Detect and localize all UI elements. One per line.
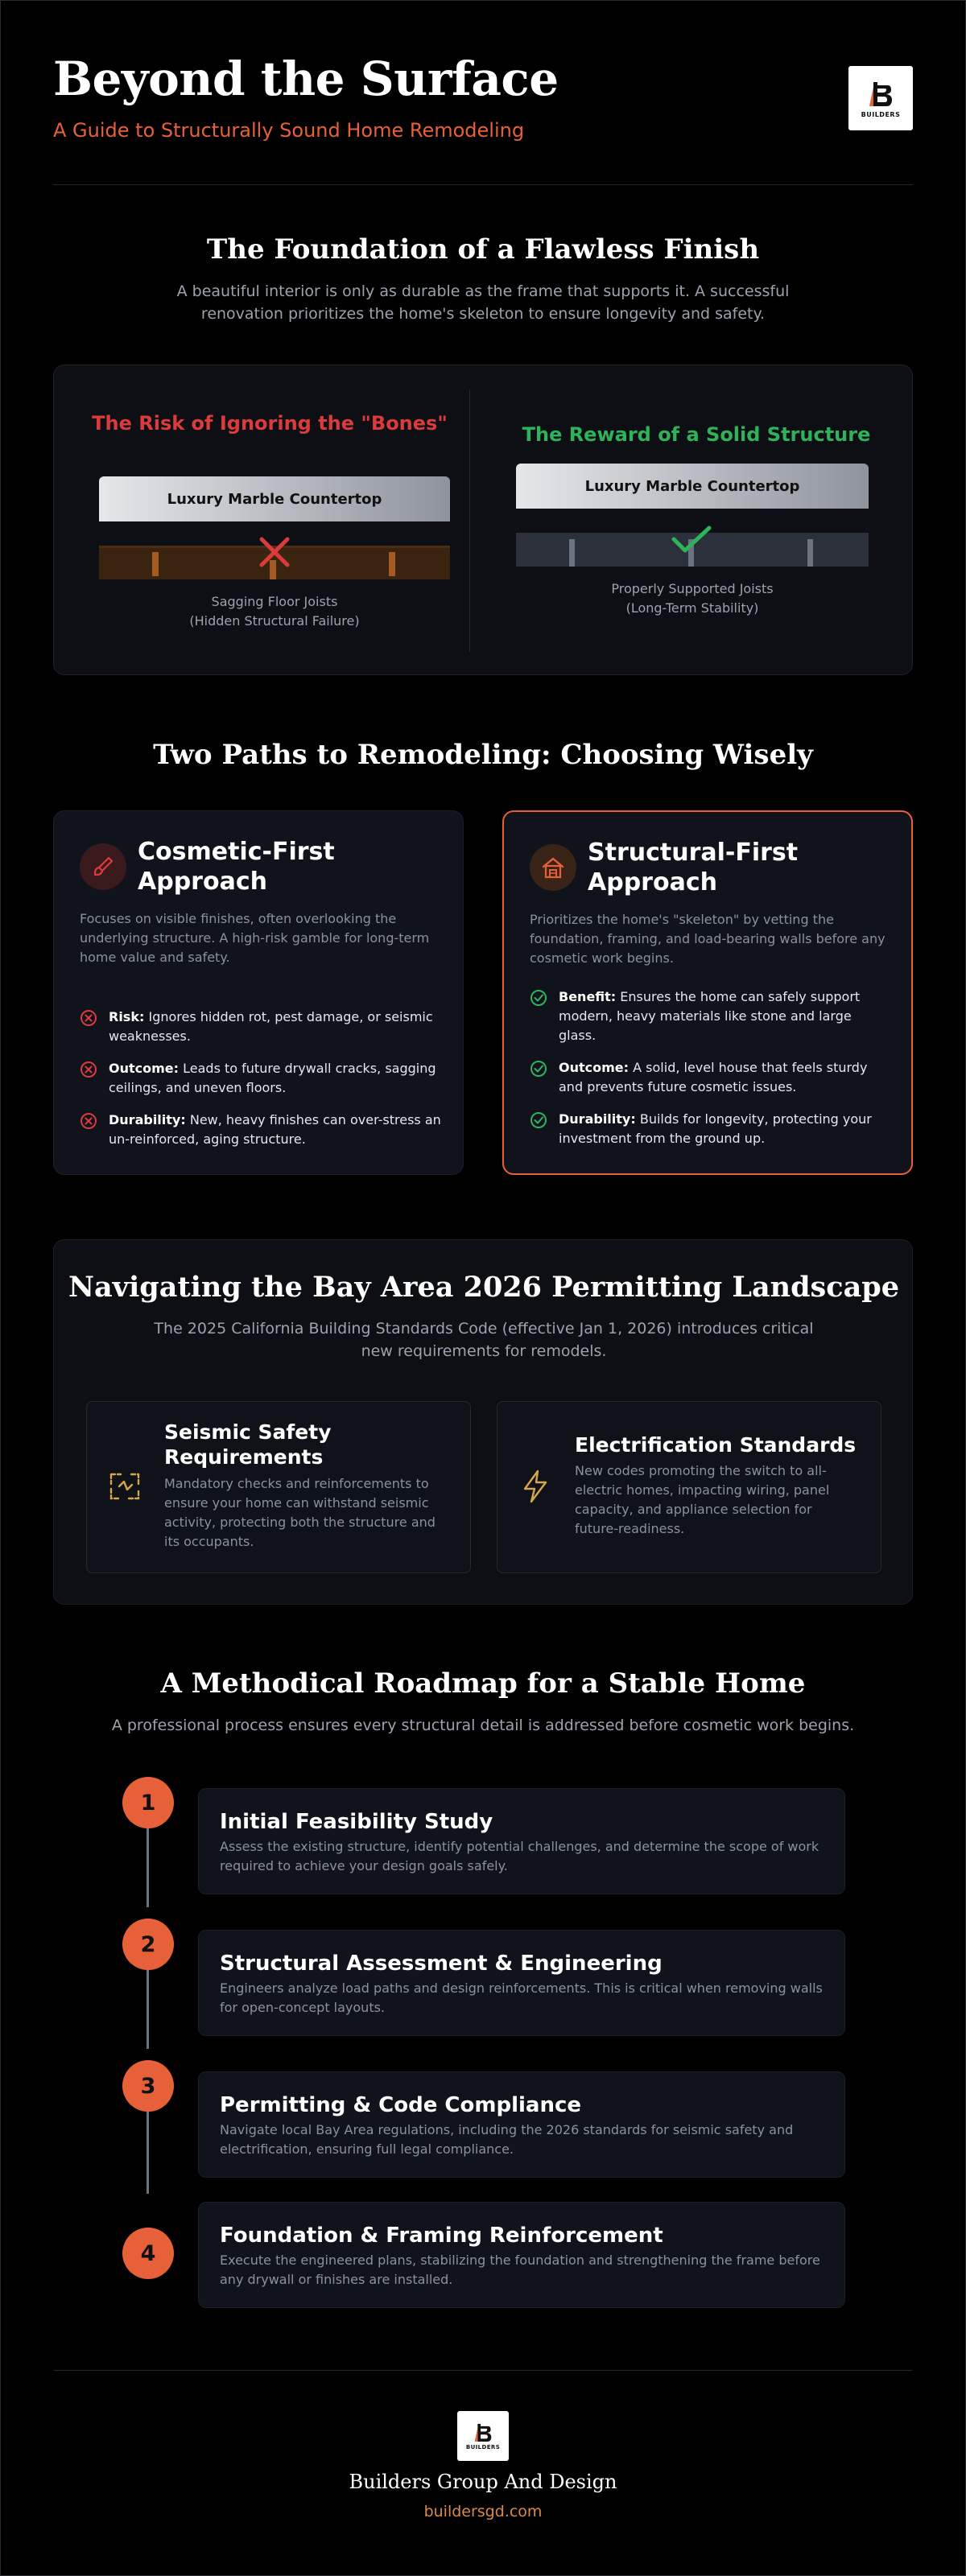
footer-logo [457,2411,509,2461]
risk-caption-line1: Sagging Floor Joists [211,594,338,609]
reward-title: The Reward of a Solid Structure [522,423,871,446]
step-title: Foundation & Framing Reinforcement [220,2224,663,2248]
check-circle-icon [530,989,547,1007]
cosmetic-title-line1: Cosmetic-First [138,838,335,866]
structural-item [530,1110,892,1148]
roadmap-step [198,1788,845,1894]
step-title: Initial Feasibility Study [220,1810,493,1834]
logo-mark-icon [867,79,894,109]
reward-caption-line1: Properly Supported Joists [611,581,774,596]
permitting-section [53,1239,913,1605]
check-circle-icon [530,1111,547,1129]
step-text: Engineers analyze load paths and design reinforcements. This is critical when removing walls for open-concept layouts. [220,1980,823,2015]
structural-title-line1: Structural-First [588,839,799,867]
x-circle-icon [80,1112,97,1130]
cosmetic-title [138,837,335,896]
permitting-description: The 2025 California Building Standards Code (effective Jan 1, 2026) introduces critical new requirements for remodels. [154,1320,814,1360]
seismic-description: Mandatory checks and reinforcements to ensure your home can withstand seismic activity, protecting both the structure and its occupants. [164,1476,436,1549]
footer-divider [53,2370,913,2371]
step-text: Navigate local Bay Area regulations, including the 2026 standards for seismic safety and electrification, ensuring full legal compliance. [220,2122,794,2157]
structural-description: Prioritizes the home's "skeleton" by vetting the foundation, framing, and load-bearing walls before any cosmetic work begins. [530,912,886,966]
footer-logo-text: BUILDERS [465,2444,501,2450]
structural-item [530,1058,892,1097]
reward-countertop: Luxury Marble Countertop [516,464,869,509]
reward-panel [505,365,888,447]
item-text: Leads to future drywall cracks, sagging ceilings, and uneven floors. [109,1061,436,1095]
x-circle-icon [80,1061,97,1078]
comparison-card [53,365,913,675]
permitting-title: Navigating the Bay Area 2026 Permitting Landscape [68,1271,899,1304]
structural-title [588,838,798,897]
item-text: Ensures the home can safely support modern, heavy materials like stone and large glass. [559,989,861,1043]
seismic-title-line1: Seismic Safety [164,1420,332,1444]
step-text: Execute the engineered plans, stabilizing the foundation and strengthening the frame before any drywall or finishes are installed. [220,2252,820,2287]
brand-logo [848,66,913,130]
roadmap-step [198,2071,845,2178]
roadmap-connector [147,1827,149,1907]
item-text: Ignores hidden rot, pest damage, or seismic weaknesses. [109,1009,433,1044]
electrification-description: New codes promoting the switch to all-electric homes, impacting wiring, panel capacity, and appliance selection for future-readiness. [575,1463,830,1536]
paint-brush-icon [80,843,126,890]
lightning-icon [517,1468,554,1505]
cosmetic-approach-card [53,810,464,1175]
step-number-badge: 1 [122,1777,174,1828]
foundation-description: A beautiful interior is only as durable as the frame that supports it. A successful renovation prioritizes the home's skeleton to ensure longevity and safety. [176,282,790,323]
footer-website-link[interactable]: buildersgd.com [423,2503,543,2520]
step-title: Permitting & Code Compliance [220,2093,581,2117]
risk-title: The Risk of Ignoring the "Bones" [92,412,448,435]
risk-caption [99,592,450,631]
step-number-badge: 2 [122,1919,174,1970]
seismic-title [164,1420,332,1469]
roadmap-step [198,2202,845,2308]
paths-title: Two Paths to Remodeling: Choosing Wisely [153,739,813,771]
structural-approach-card [502,810,913,1175]
electrification-title: Electrification Standards [575,1433,857,1457]
step-text: Assess the existing structure, identify potential challenges, and determine the scope of work required to achieve your design goals safely. [220,1839,819,1873]
item-text: A solid, level house that feels sturdy and prevents future cosmetic issues. [559,1060,868,1094]
logo-text: BUILDERS [861,110,901,118]
x-circle-icon [80,1009,97,1027]
roadmap-description: A professional process ensures every structural detail is addressed before cosmetic work begins. [111,1717,855,1734]
item-label: Benefit: [559,989,617,1004]
roadmap-connector [147,1968,149,2049]
footer-company-name: Builders Group And Design [349,2471,617,2493]
item-label: Outcome: [109,1061,180,1076]
item-text: New, heavy finishes can over-stress an un-reinforced, aging structure. [109,1112,441,1147]
structural-item [530,987,892,1045]
check-circle-icon [530,1060,547,1078]
page-header [53,52,913,185]
roadmap-connector [147,2110,149,2194]
seismic-icon [106,1468,143,1505]
item-label: Durability: [109,1112,186,1127]
structural-title-line2: Approach [588,868,717,896]
failure-cross-icon [258,536,291,568]
logo-mark-icon [473,2421,493,2444]
step-title: Structural Assessment & Engineering [220,1952,663,1976]
risk-caption-line2: (Hidden Structural Failure) [189,613,360,629]
reward-caption-line2: (Long-Term Stability) [625,600,759,616]
cosmetic-title-line2: Approach [138,868,267,896]
item-text: Builds for longevity, protecting your investment from the ground up. [559,1111,872,1146]
reward-caption [516,579,869,618]
step-number-badge: 3 [122,2060,174,2112]
item-label: Durability: [559,1111,636,1127]
seismic-requirements-card [86,1401,471,1573]
page-subtitle: A Guide to Structurally Sound Home Remodeling [53,119,525,142]
house-icon [530,844,576,891]
cosmetic-description: Focuses on visible finishes, often overlooking the underlying structure. A high-risk gamble for long-term home value and safety. [80,911,430,965]
step-number-badge: 4 [122,2228,174,2279]
cosmetic-item [80,1059,442,1098]
foundation-title: The Foundation of a Flawless Finish [206,233,760,266]
roadmap-title: A Methodical Roadmap for a Stable Home [160,1667,806,1700]
comparison-divider [469,389,470,652]
success-check-icon [671,523,712,555]
page-title: Beyond the Surface [53,52,559,106]
item-label: Outcome: [559,1060,630,1075]
cosmetic-item [80,1008,442,1046]
risk-countertop: Luxury Marble Countertop [99,476,450,521]
risk-panel [78,365,461,436]
roadmap-step [198,1930,845,2036]
cosmetic-item [80,1111,442,1149]
electrification-standards-card [497,1401,881,1573]
item-label: Risk: [109,1009,145,1024]
seismic-title-line2: Requirements [164,1445,324,1469]
